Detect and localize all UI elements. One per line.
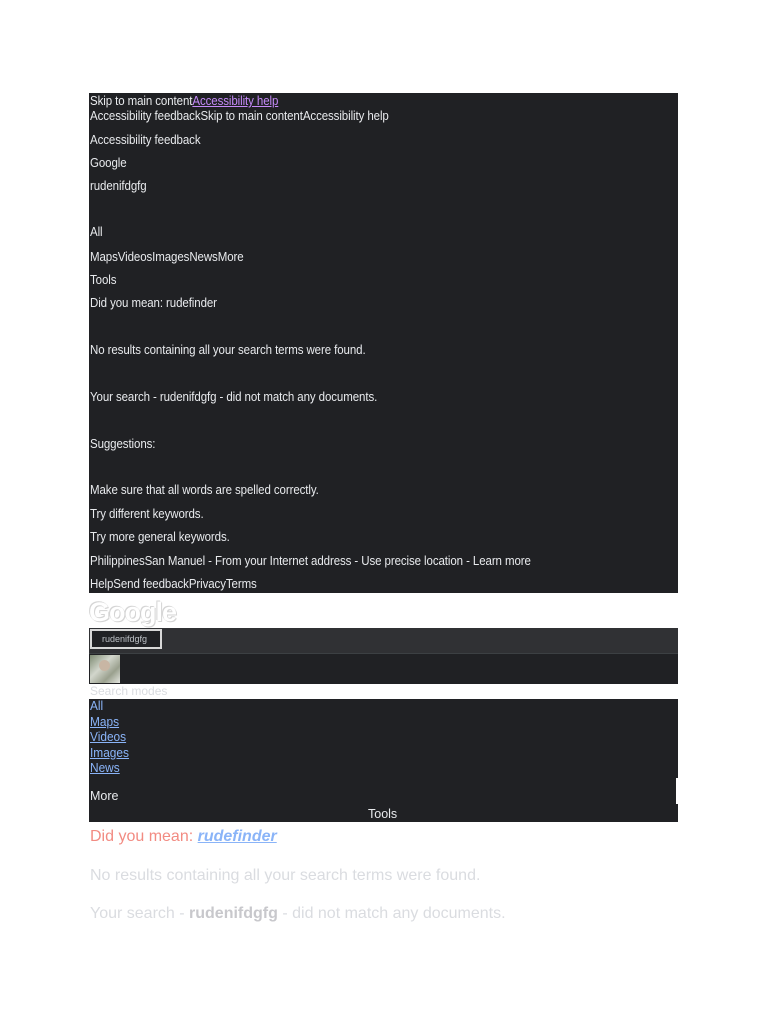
skip-links-row (90, 94, 278, 108)
suggestion-item: Try different keywords. (90, 507, 204, 521)
no-results-message: No results containing all your search terms were found. (90, 867, 481, 884)
accessibility-help-link[interactable]: Accessibility help (192, 94, 279, 108)
search-modes-nav (89, 699, 678, 822)
suggestion-item: Try more general keywords. (90, 530, 230, 544)
tools-text[interactable]: Tools (90, 273, 117, 287)
text-dump-panel (89, 93, 678, 593)
query-text: rudenifdgfg (90, 179, 147, 193)
suggestion-item: Make sure that all words are spelled correctly. (90, 483, 319, 497)
skip-to-main-link[interactable]: Skip to main content (90, 94, 193, 108)
search-modes-label: Search modes (90, 684, 168, 698)
search-input[interactable]: rudenifdgfg (90, 629, 162, 649)
suggestions-heading: Suggestions: (90, 437, 156, 451)
tools-button[interactable]: Tools (368, 807, 398, 821)
your-search-suffix: - did not match any documents. (277, 905, 506, 922)
accessibility-line: Accessibility feedbackSkip to main contentAccessibility help (90, 109, 389, 123)
location-line[interactable]: PhilippinesSan Manuel - From your Internet address - Use precise location - Learn more (90, 554, 531, 568)
did-you-mean (90, 828, 277, 846)
your-search-message (90, 905, 506, 923)
your-search-query: rudenifdgfg (189, 905, 278, 922)
spelling-suggestion-link[interactable]: rudefinder (197, 828, 277, 845)
your-search-prefix: Your search - (90, 905, 190, 922)
tab-all[interactable]: All (90, 699, 104, 713)
logo-text: Google (90, 156, 127, 170)
search-bar (89, 628, 678, 653)
did-you-mean-text: Did you mean: rudefinder (90, 296, 217, 310)
divider (676, 778, 678, 804)
did-you-mean-prefix: Did you mean: (90, 828, 198, 845)
accessibility-feedback[interactable]: Accessibility feedback (90, 133, 201, 147)
tab-maps[interactable]: Maps (90, 715, 120, 729)
tab-all-text[interactable]: All (90, 225, 103, 239)
no-results-text: No results containing all your search terms were found. (90, 343, 366, 357)
tab-videos[interactable]: Videos (90, 730, 127, 744)
tab-news[interactable]: News (90, 761, 120, 775)
footer-links[interactable]: HelpSend feedbackPrivacyTerms (90, 577, 257, 591)
google-logo[interactable]: Google (89, 597, 176, 627)
avatar[interactable] (90, 655, 120, 683)
account-bar (89, 653, 678, 684)
your-search-text: Your search - rudenifdgfg - did not match any documents. (90, 390, 378, 404)
tabs-text[interactable]: MapsVideosImagesNewsMore (90, 250, 244, 264)
more-menu-button[interactable]: More (90, 789, 119, 803)
tab-images[interactable]: Images (90, 746, 129, 760)
